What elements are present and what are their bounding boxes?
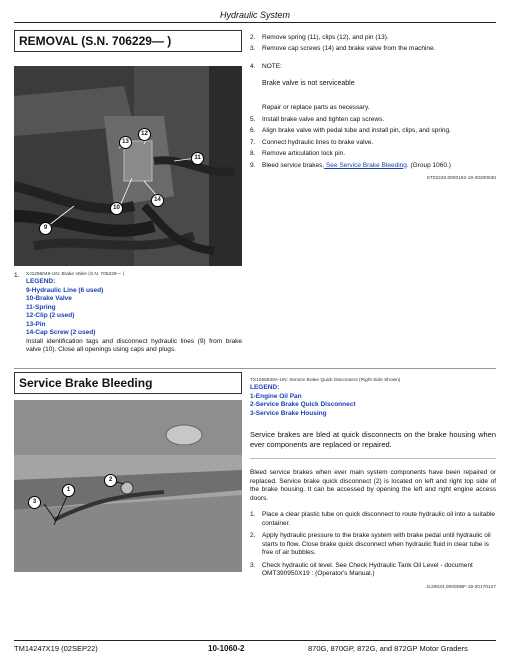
bleeding-figure-id: TX1055830A-UN: Service Brake Quick Disconnect (Right Side Shown) <box>250 378 401 383</box>
step-item: 3. Check hydraulic oil level. See Check Hydraulic Tank Oil Level - document OMT390950X19 : (Operator's Manual.) <box>250 561 473 577</box>
quick-disconnect-photo <box>14 400 242 572</box>
legend-item: 14-Cap Screw (2 used) <box>26 329 96 336</box>
header-rule <box>14 22 496 23</box>
service-brake-bleeding-link[interactable]: See Service Brake Bleeding <box>324 161 407 169</box>
note-text: Brake valve is not serviceable <box>262 79 355 87</box>
bleeding-legend <box>250 393 496 419</box>
step-item: 1. Place a clear plastic tube on quick disconnect to route hydraulic oil into a suitable container. <box>250 511 496 527</box>
bleeding-paragraph: Bleed service brakes when ever main system components have been repaired or replaced. Service brake quick disconnect (2) is located on left and right top side of the brake housing. It can be accessed by opening the left and right engine access doors. <box>250 469 496 502</box>
step-item: 3. Remove cap screws (14) and brake valve from the machine. <box>250 44 436 52</box>
note-sub: Repair or replace parts as necessary. <box>262 104 370 111</box>
bleeding-divider <box>250 458 496 459</box>
step-item: 9. Bleed service brakes. See Service Brake Bleeding. (Group 1060.) <box>250 161 451 169</box>
brake-valve-photo <box>14 66 242 266</box>
removal-figure-id: XJ1296046-UN: Brake Valve (S.N. 706229— ) <box>26 272 125 277</box>
note-item: 4. NOTE: <box>250 63 496 72</box>
legend-item: 2-Service Brake Quick Disconnect <box>250 401 356 408</box>
bleeding-right-column <box>250 378 496 591</box>
brake-valve-illustration <box>14 66 242 266</box>
step1-number: 1. <box>14 272 20 279</box>
footer-rule <box>14 640 496 641</box>
section-divider <box>14 368 496 369</box>
legend-item: 10-Brake Valve <box>26 295 72 302</box>
callout-14: 14 <box>151 194 164 207</box>
legend-item: 1-Engine Oil Pan <box>250 392 302 400</box>
callout-11: 11 <box>191 152 204 165</box>
legend-item: 12-Clip (2 used) <box>26 312 75 319</box>
bleeding-ref-code: JL28034,0000DBF-19-20170127 <box>426 584 496 590</box>
callout-1: 1 <box>62 484 75 497</box>
footer-page-number: 10-1060-2 <box>208 644 245 653</box>
bleeding-legend-title: LEGEND: <box>250 384 280 391</box>
removal-ref-code: ST02240,0000192-19-20200630 <box>426 176 496 181</box>
legend-item: 13-Pin <box>26 320 46 328</box>
removal-heading: REMOVAL (S.N. 706229— ) <box>14 30 242 52</box>
removal-step1-block <box>14 272 242 355</box>
page-header-title: Hydraulic System <box>219 10 291 20</box>
callout-12: 12 <box>138 128 151 141</box>
removal-legend-title: LEGEND: <box>26 278 56 285</box>
callout-2: 2 <box>104 474 117 487</box>
bleeding-heading: Service Brake Bleeding <box>14 372 242 394</box>
step-item: 5. Install brake valve and tighten cap screws. <box>250 115 385 123</box>
callout-9: 9 <box>39 222 52 235</box>
step1-text: Install identification tags and disconnect hydraulic lines (9) from brake valve (10). Close all openings using caps and plugs. <box>26 337 242 353</box>
callout-13: 13 <box>119 136 132 149</box>
note-label: NOTE: <box>262 63 282 70</box>
removal-legend <box>26 287 242 338</box>
legend-item: 11-Spring <box>26 303 56 311</box>
legend-item: 9-Hydraulic Line (6 used) <box>26 286 104 294</box>
callout-3: 3 <box>28 496 41 509</box>
removal-right-column <box>250 34 496 182</box>
footer-model-names: 870G, 870GP, 872G, and 872GP Motor Graders <box>308 644 468 653</box>
step-item: 2. Apply hydraulic pressure to the brake system with brake pedal until hydraulic oil starts to flow. Close brake quick disconnect when hydraulic fluid in clear tube is free of air bubbles. <box>250 532 491 556</box>
step-item: 2. Remove spring (11), clips (12), and pin (13). <box>250 34 389 41</box>
step-item: 8. Remove articulation lock pin. <box>250 150 346 157</box>
step-item: 6. Align brake valve with pedal tube and install pin, clips, and spring. <box>250 127 451 134</box>
legend-item: 3-Service Brake Housing <box>250 409 327 417</box>
callout-10: 10 <box>110 202 123 215</box>
bleeding-intro: Service brakes are bled at quick disconnects on the brake housing when ever components are replaced or repaired. <box>250 430 496 449</box>
step-item: 7. Connect hydraulic lines to brake valve. <box>250 138 374 146</box>
footer-doc-id: TM14247X19 (02SEP22) <box>14 644 98 653</box>
quick-disconnect-illustration <box>14 400 242 572</box>
